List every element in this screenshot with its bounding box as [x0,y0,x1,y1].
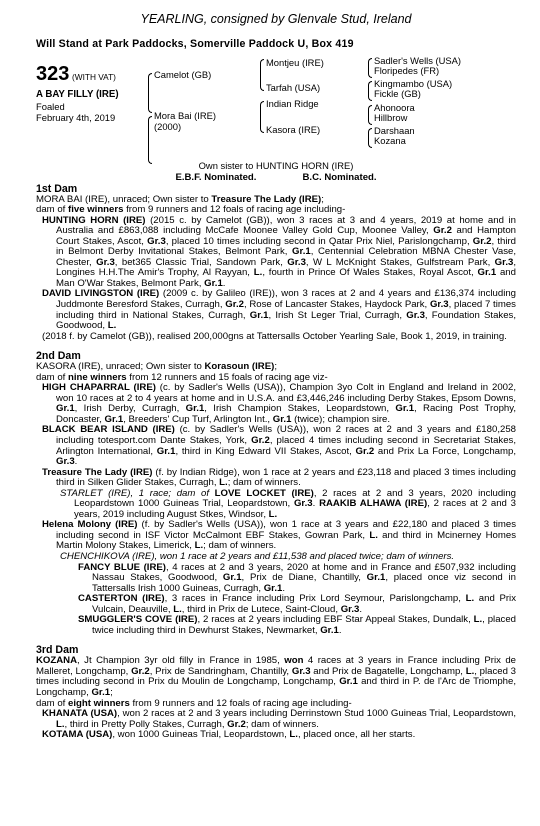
first-dam-intro: MORA BAI (IRE), unraced; Own sister to Treasure The Lady (IRE); [36,193,324,205]
page-header: YEARLING, consigned by Glenvale Stud, Ireland [140,12,412,26]
helena-molony-entry: Helena Molony (IRE) (f. by Sadler's Wells (USA)), won 1 race at 3 years and £22,180 and placed 3 times including second in ISF Victor McCalmont EBF Stakes, Gowran Park, L. and third in Mcinerney Homes Martin Molony Stakes, Limerick, L.; dam of winners. [42,519,517,552]
ggp-7: Darshaan [374,125,415,136]
lot-number-value: 323 [36,63,70,85]
own-sister-line: Own sister to HUNTING HORN (IRE) [198,160,354,171]
ggs2-bracket [368,81,372,101]
second-dam-heading: 2nd Dam [36,350,81,363]
horse-title: A BAY FILLY (IRE) [36,89,119,100]
ggp-2: Floripedes (FR) [374,65,440,76]
sire-bracket [148,73,152,113]
treasure-the-lady-entry: Treasure The Lady (IRE) (f. by Indian Ridge), won 1 race at 2 years and £23,118 and placed 3 times including third in Silken Glider Stakes, Curragh, L.; dam of winners. [42,466,516,489]
gs1-bracket [260,59,264,91]
dam-name: Mora Bai (IRE) [154,110,216,121]
high-chaparral-entry: HIGH CHAPARRAL (IRE) (c. by Sadler's Wells (USA)), Champion 3yo Colt in England and Ireland in 2002, won 10 races at 2 to 4 years at home and in U.S.A. and £3,446,246 including Derby Stakes, Epsom Downs, Gr.1, Irish Derby, Curragh, Gr.1, Irish Champion Stakes, Leopardstown, Gr.1, Racing Post Trophy, Doncaster, Gr.1, Breeders' Cup Turf, Arlington Int., Gr.1 (twice); champion sire. [42,382,517,425]
lot-number [36,63,116,86]
foal-2018-entry: (2018 f. by Camelot (GB)), realised 200,000gns at Tattersalls October Yearling Sale, Book 1, 2019, in training. [42,330,507,342]
kozana-entry: KOZANA, Jt Champion 3yr old filly in France in 1985, won 4 races at 3 years in France including Prix de Malleret, Longchamp, Gr.2, Prix de Sandringham, Chantilly, Gr.3 and Prix de Bagatelle, Longchamp, L., placed 3 times including second in Prix du Moulin de Longchamp, Longchamp, Gr.1 and third in P. de l'Arc de Triomphe, Longchamp, Gr.1; [36,655,517,699]
gs2-bracket [260,101,264,133]
foaled-label: Foaled [36,100,65,112]
dam-bracket [148,116,152,164]
dam-year: (2000) [154,121,182,132]
stand-location: Will Stand at Park Paddocks, Somerville Paddock U, Box 419 [36,38,354,50]
kotama-entry: KOTAMA (USA), won 1000 Guineas Trial, Leopardstown, L., placed once, all her starts. [42,729,416,741]
pedigree-block [36,55,516,161]
third-dam-summary: dam of eight winners from 9 runners and 12 foals of racing age including- [36,697,352,709]
smugglers-cove-entry: SMUGGLER'S COVE (IRE), 2 races at 2 years including EBF Star Appeal Stakes, Dundalk, L., placed twice including third in Dewhurst Stakes, Newmarket, Gr.1. [78,614,516,636]
chenchikova-entry: CHENCHIKOVA (IRE), won 1 race at 2 years and £11,538 and placed twice; dam of winners. [60,551,455,562]
ggs1-bracket [368,58,372,78]
david-livingston-entry: DAVID LIVINGSTON (IRE) (2009 c. by Galileo (IRE)), won 3 races at 2 and 4 years and £136,374 including Juddmonte Beresford Stakes, Curragh, Gr.2, Rose of Lancaster Stakes, Haydock Park, Gr.3, placed 7 times including third in National Stakes, Curragh, Gr.1, Irish St Leger Trial, Curragh, Gr.3, Foundation Stakes, Goodwood, L. [42,288,517,332]
second-dam-intro: KASORA (IRE), unraced; Own sister to Korasoun (IRE); [36,361,277,373]
grandsire-2: Indian Ridge [266,98,319,109]
bc-nomination: B.C. Nominated. [302,171,377,183]
ggp-5: Ahonoora [374,102,415,113]
granddam-2: Kasora (IRE) [266,124,321,135]
granddam-1: Tarfah (USA) [266,82,321,93]
lot-vat-label: (WITH VAT) [71,72,116,82]
black-bear-island-entry: BLACK BEAR ISLAND (IRE) (c. by Sadler's Wells (USA)), won 2 races at 2 and 3 years and £180,258 including totesport.com Dante Stakes, York, Gr.2, placed 4 times including second in Secretariat Stakes, Arlington International, Gr.1, third in King Edward VII Stakes, Ascot, Gr.2 and Prix La Force, Longchamp, Gr.3. [42,424,516,468]
ggp-3: Kingmambo (USA) [374,78,453,89]
sire-name: Camelot (GB) [154,69,212,80]
ggp-8: Kozana [374,135,406,146]
hunting-horn-entry: HUNTING HORN (IRE) (2015 c. by Camelot (GB)), won 3 races at 3 and 4 years, 2019 at home and in Australia and £863,088 including McCafe Moonee Valley Gold Cup, Moonee Valley, Gr.2 and Hampton Court Stakes, Ascot, Gr.3, placed 10 times including second in Qatar Prix Niel, Parislongchamp, Gr.2, third in Belmont Derby Invitational Stakes, Belmont Park, Gr.1, Centennial Celebration MBNA Chester Vase, Chester, Gr.3, bet365 Classic Trial, Sandown Park, Gr.3, W L McKnight Stakes, Gulfstream Park, Gr.3, Longines H.H.The Amir's Trophy, Al Rayyan, L., fourth in Prince Of Wales Stakes, Royal Ascot, Gr.1 and Man O'War Stakes, Belmont Park, Gr.1. [42,214,517,289]
ggp-6: Hillbrow [374,112,408,123]
grandsire-1: Montjeu (IRE) [266,57,324,68]
nominations [36,172,516,183]
second-dam-summary: dam of nine winners from 12 runners and 15 foals of racing age viz- [36,371,328,383]
foaled-date: February 4th, 2019 [36,112,116,123]
first-dam-summary: dam of five winners from 9 runners and 12 foals of racing age including- [36,204,346,216]
horse-description [36,89,119,124]
third-dam-heading: 3rd Dam [36,644,79,657]
ggs3-bracket [368,105,372,125]
starlet-entry: STARLET (IRE), 1 race; dam of LOVE LOCKET (IRE), 2 races at 2 and 3 years, 2020 including Leopardstown 1000 Guineas Trial, Leopardstown, Gr.3. RAAKIB ALHAWA (IRE), 2 races at 2 and 3 years, 2019 including August Stkes, Windsor, L. [60,487,516,520]
ggs4-bracket [368,128,372,148]
catalogue-page [36,0,516,741]
ggp-1: Sadler's Wells (USA) [374,55,462,66]
fancy-blue-entry: FANCY BLUE (IRE), 4 races at 2 and 3 years, 2020 at home and in France and £507,932 including Nassau Stakes, Goodwood, Gr.1, Prix de Diane, Chantilly, Gr.1, placed once viz second in Tattersalls Irish 1000 Guineas, Curragh, Gr.1. [78,561,517,594]
casterton-entry: CASTERTON (IRE), 3 races in France including Prix Lord Seymour, Parislongchamp, L. and Prix Vulcain, Deauville, L., third in Prix de Lutece, Saint-Cloud, Gr.3. [78,593,516,615]
khanata-entry: KHANATA (USA), won 2 races at 2 and 3 years including Derrinstown Stud 1000 Guineas Trial, Leopardstown, L., third in Pretty Polly Stakes, Curragh, Gr.2; dam of winners. [42,708,516,730]
first-dam-heading: 1st Dam [36,182,78,195]
ggp-4: Fickle (GB) [374,88,421,99]
ebf-nomination: E.B.F. Nominated. [175,171,257,183]
